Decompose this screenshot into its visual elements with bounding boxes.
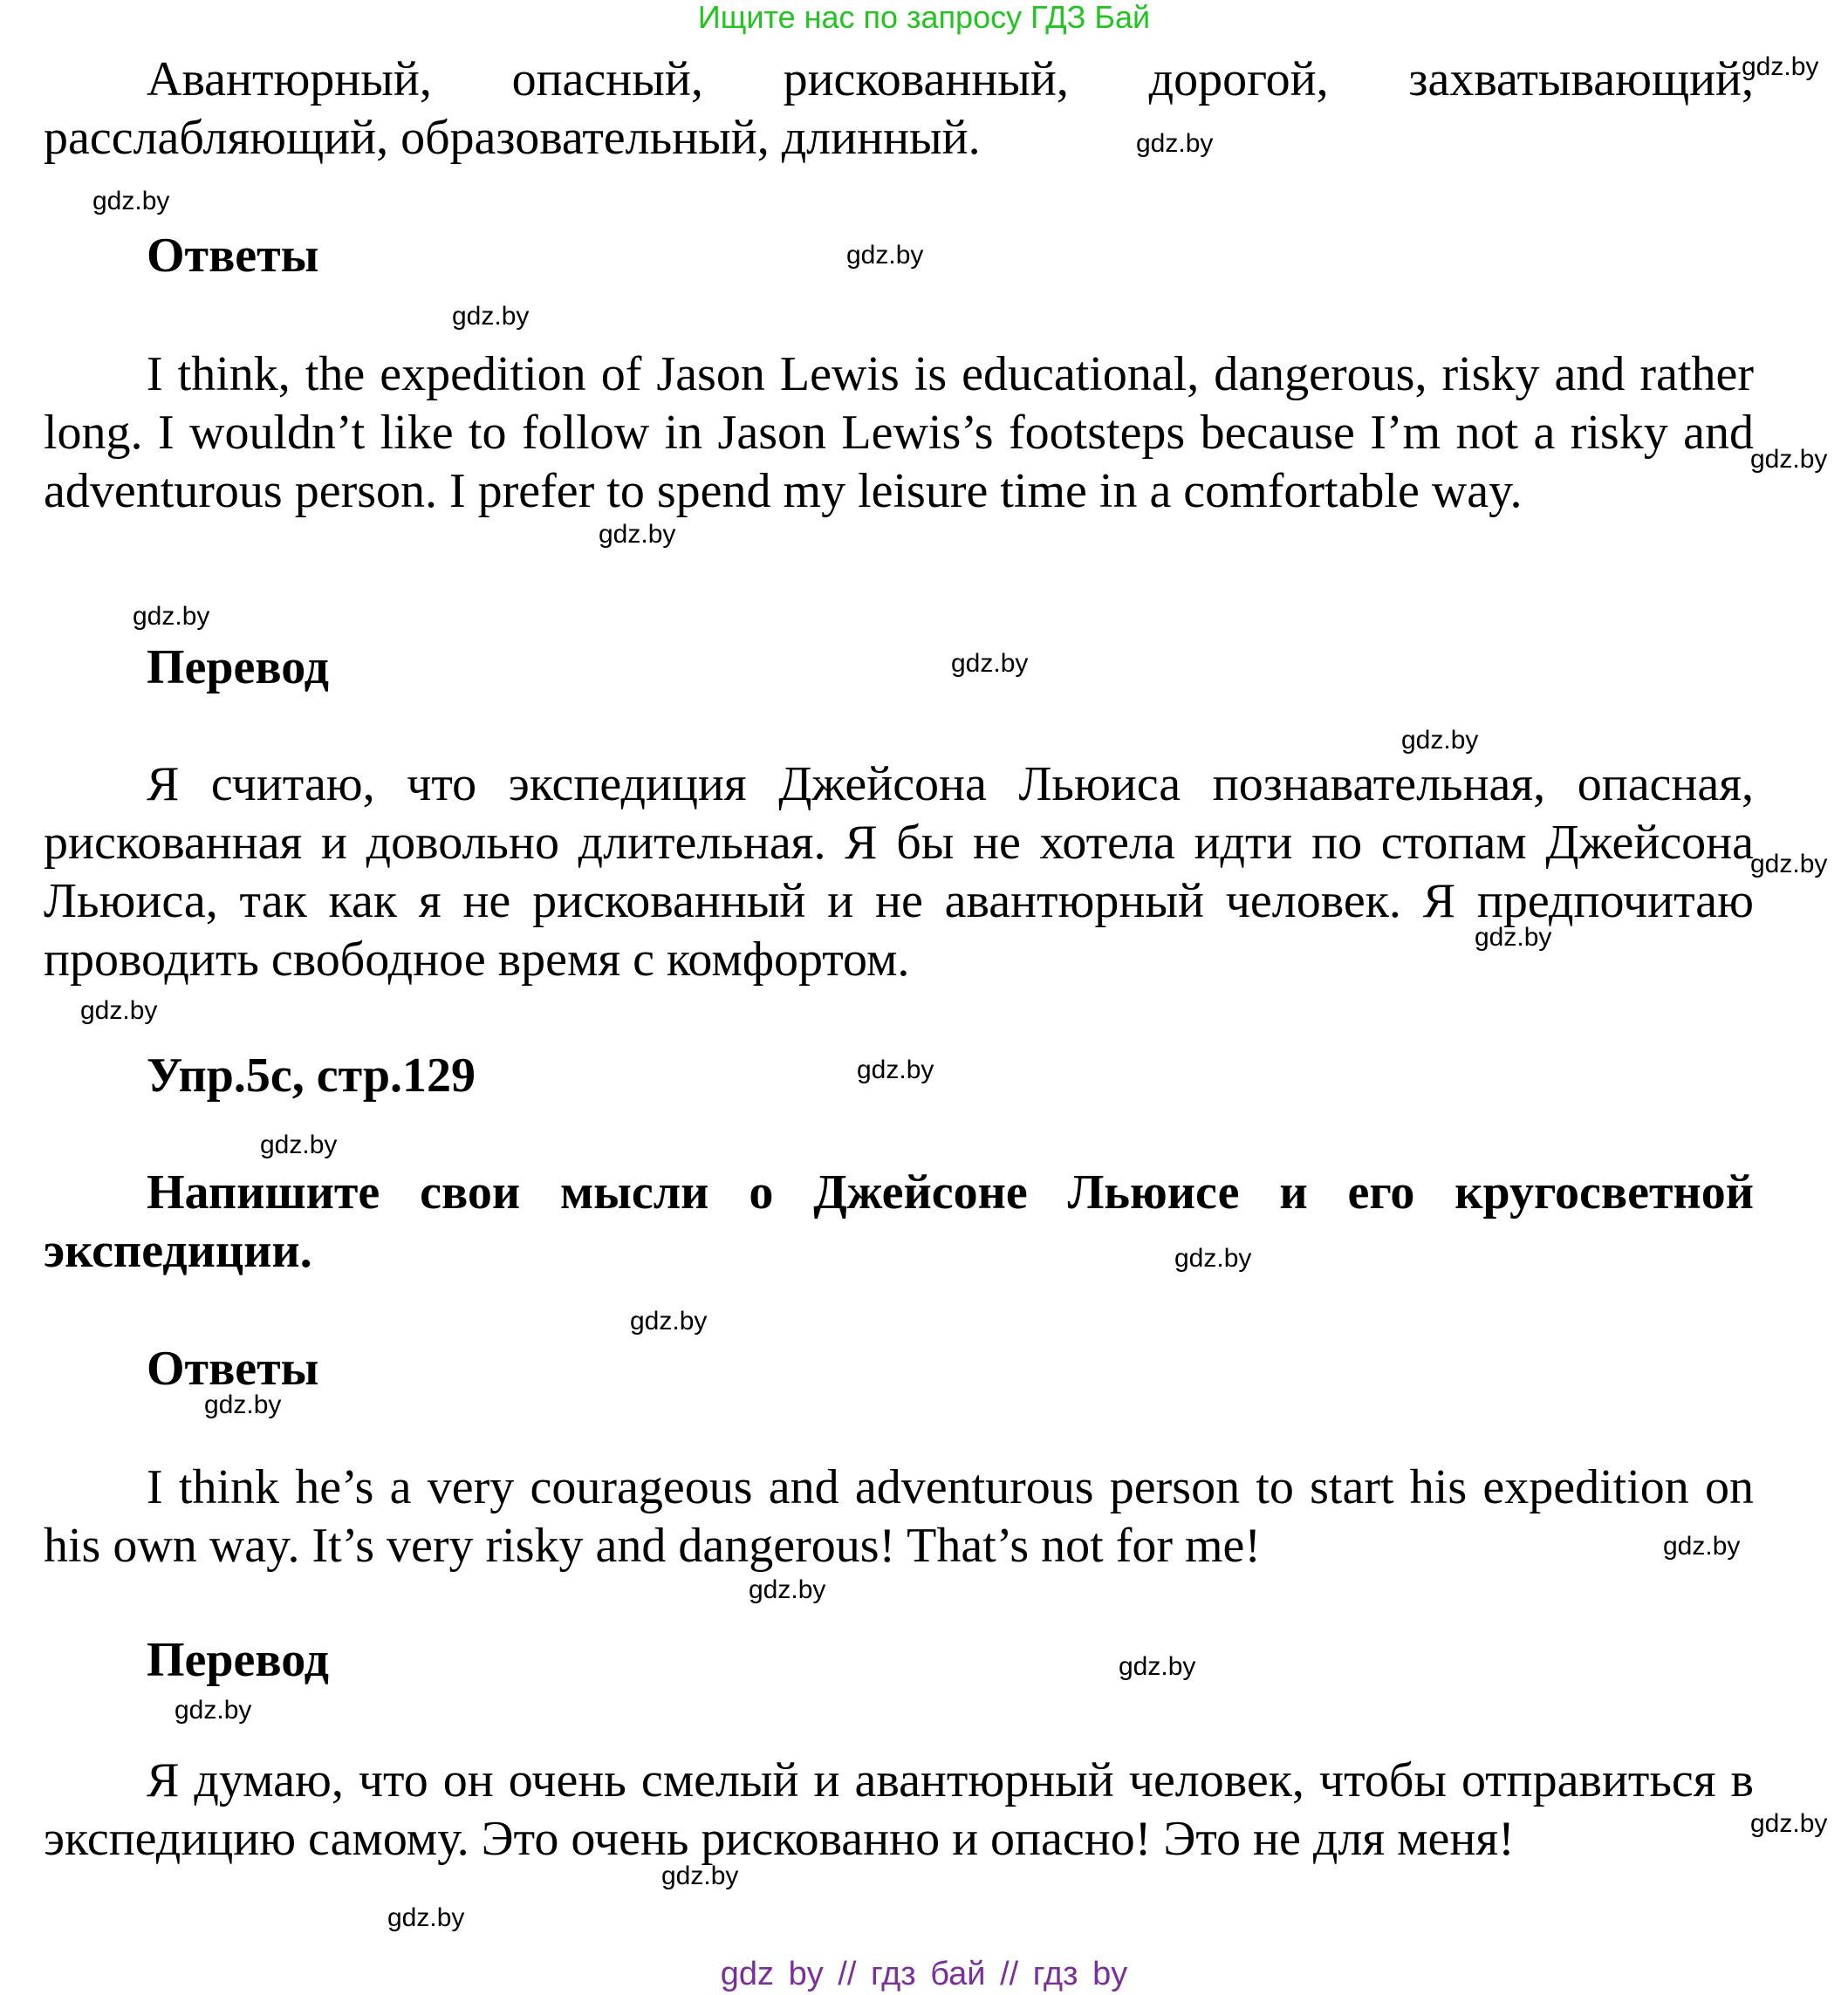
answer-paragraph-2: I think he’s a very courageous and adventurous person to start his expedition on his own way. It’s very risky and dangerous! That’s not for me! <box>44 1460 1754 1573</box>
watermark: gdz.by <box>175 1696 252 1725</box>
translation-block-2 <box>44 1752 1754 1869</box>
watermark: gdz.by <box>1475 923 1552 952</box>
answer-block-1 <box>44 345 1754 521</box>
watermark: gdz.by <box>260 1131 338 1159</box>
watermark: gdz.by <box>1401 726 1479 755</box>
watermark: gdz.by <box>1750 850 1828 878</box>
watermark: gdz.by <box>857 1056 934 1084</box>
watermark: gdz.by <box>204 1390 282 1419</box>
answer-paragraph-1: I think, the expedition of Jason Lewis is educational, dangerous, risky and rather long. I wouldn’t like to follow in Jason Lewis’s footsteps because I’m not a risky and adventurous person. I prefer to spend my leisure time in a comfortable way. <box>44 347 1754 518</box>
watermark: gdz.by <box>80 996 158 1025</box>
exercise-title: Упр.5с, стр.129 <box>147 1049 476 1103</box>
answers-heading-1: Ответы <box>147 229 319 283</box>
watermark: gdz.by <box>951 649 1029 678</box>
translation-heading-2: Перевод <box>147 1633 329 1687</box>
translation-heading-1: Перевод <box>147 640 329 694</box>
watermark: gdz.by <box>749 1575 826 1604</box>
watermark: gdz.by <box>846 241 924 270</box>
watermark: gdz.by <box>599 520 676 549</box>
watermark: gdz.by <box>133 602 210 631</box>
search-banner: Ищите нас по запросу ГДЗ Бай <box>697 0 1151 35</box>
translation-paragraph-1: Я считаю, что экспедиция Джейсона Льюиса познавательная, опасная, рискованная и довольно длительная. Я бы не хотела идти по стопам Джейсона Льюиса, так как я не рискованный и не авантюрный человек. Я предпочитаю проводить свободное время с комфортом. <box>44 757 1754 987</box>
answer-block-2 <box>44 1459 1754 1575</box>
footer-links: gdz by // гдз бай // гдз by <box>720 1956 1128 1992</box>
watermark: gdz.by <box>1750 1809 1828 1838</box>
task-paragraph: Напишите свои мысли о Джейсоне Льюисе и его кругосветной экспедиции. <box>44 1165 1754 1278</box>
task-block <box>44 1164 1754 1281</box>
intro-paragraph: Авантюрный, опасный, рискованный, дорогой, захватывающий, расслабляющий, образовательный, длинный. <box>44 52 1754 165</box>
intro-paragraph-block <box>44 51 1754 167</box>
watermark: gdz.by <box>1742 52 1819 81</box>
watermark: gdz.by <box>452 302 530 331</box>
translation-paragraph-2: Я думаю, что он очень смелый и авантюрный человек, чтобы отправиться в экспедицию самому. Это очень рискованно и опасно! Это не для меня! <box>44 1753 1754 1866</box>
translation-block-1 <box>44 755 1754 989</box>
watermark: gdz.by <box>92 187 170 215</box>
watermark: gdz.by <box>630 1307 708 1336</box>
watermark: gdz.by <box>1750 445 1828 474</box>
watermark: gdz.by <box>661 1862 739 1890</box>
watermark: gdz.by <box>1174 1244 1252 1273</box>
watermark: gdz.by <box>387 1903 465 1932</box>
watermark: gdz.by <box>1136 129 1214 158</box>
answers-heading-2: Ответы <box>147 1342 319 1396</box>
watermark: gdz.by <box>1119 1652 1196 1681</box>
watermark: gdz.by <box>1663 1532 1741 1561</box>
